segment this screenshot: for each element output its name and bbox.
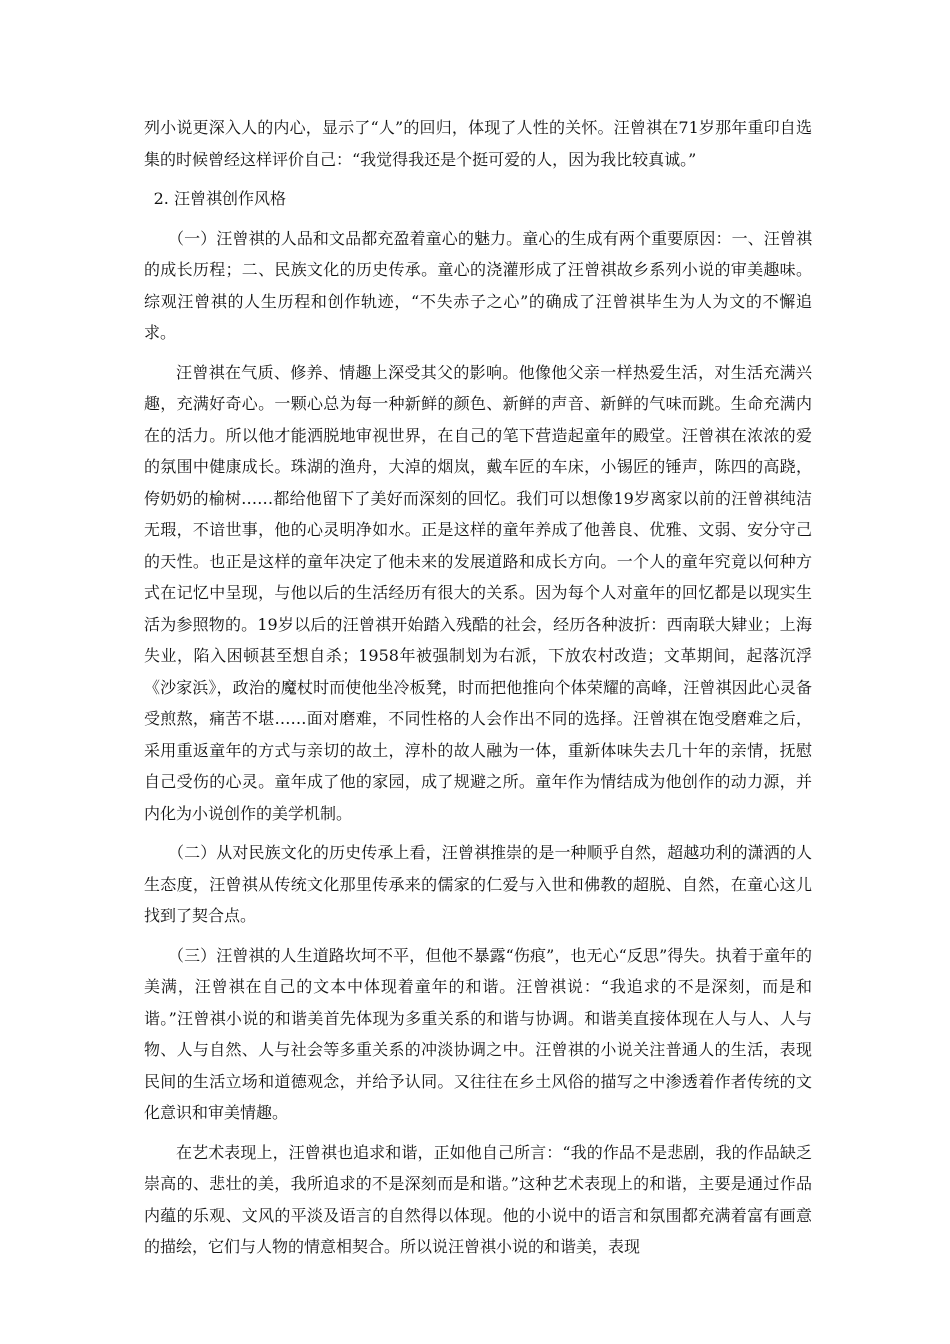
section-heading: 2. 汪曾祺创作风格: [153, 189, 286, 208]
paragraph-childlike-heart: （一）汪曾祺的人品和文品都充盈着童心的魅力。童心的生成有两个重要原因：一、汪曾祺的成长历程；二、民族文化的历史传承。童心的浇灌形成了汪曾祺故乡系列小说的审美趣味。综观汪曾祺的人生历程和创作轨迹，“不失赤子之心”的确成了汪曾祺毕生为人为文的不懈追求。: [144, 228, 812, 342]
paragraph-father-influence: 汪曾祺在气质、修养、情趣上深受其父的影响。他像他父亲一样热爱生活，对生活充满兴趣，充满好奇心。一颗心总为每一种新鲜的颜色、新鲜的声音、新鲜的气味而跳。生命充满内在的活力。所以他才能洒脱地审视世界，在自己的笔下营造起童年的殿堂。汪曾祺在浓浓的爱的氛围中健康成长。珠湖的渔舟，大淖的烟岚，戴车匠的车床，小锡匠的锤声，陈四的高跷，侉奶奶的榆树……都给他留下了美好而深刻的回忆。我们可以想像19岁离家以前的汪曾祺纯洁无瑕，不谙世事，他的心灵明净如水。正是这样的童年养成了他善良、优雅、文弱、安分守己的天性。也正是这样的童年决定了他未来的发展道路和成长方向。一个人的童年究竟以何种方式在记忆中呈现，与他以后的生活经历有很大的关系。因为每个人对童年的回忆都是以现实生活为参照物的。19岁以后的汪曾祺开始踏入残酷的社会，经历各种波折：西南联大肄业；上海失业，陷入困顿甚至想自杀；1958年被强制划为右派，下放农村改造；文革期间，起落沉浮《沙家浜》，政治的魔杖时而使他坐冷板凳，时而把他推向个体荣耀的高峰，汪曾祺因此心灵备受煎熬，痛苦不堪……面对磨难，不同性格的人会作出不同的选择。汪曾祺在饱受磨难之后，采用重返童年的方式与亲切的故土，淳朴的故人融为一体，重新体味失去几十年的亲情，抚慰自己受伤的心灵。童年成了他的家园，成了规避之所。童年作为情结成为他创作的动力源，并内化为小说创作的美学机制。: [144, 362, 812, 823]
paragraph-harmony: （三）汪曾祺的人生道路坎坷不平，但他不暴露“伤痕”，也无心“反思”得失。执着于童年的美满，汪曾祺在自己的文本中体现着童年的和谐。汪曾祺说：“我追求的不是深刻，而是和谐。”汪曾祺小说的和谐美首先体现为多重关系的和谐与协调。和谐美直接体现在人与人、人与物、人与自然、人与社会等多重关系的冲淡协调之中。汪曾祺的小说关注普通人的生活，表现民间的生活立场和道德观念，并给予认同。又往往在乡土风俗的描写之中渗透着作者传统的文化意识和审美情趣。: [144, 945, 812, 1122]
paragraph-continuation: 列小说更深入人的内心，显示了“人”的回归，体现了人性的关怀。汪曾祺在71岁那年重印自选集的时候曾经这样评价自己：“我觉得我还是个挺可爱的人，因为我比较真诚。”: [144, 118, 812, 169]
paragraph-artistic-expression: 在艺术表现上，汪曾祺也追求和谐，正如他自己所言：“我的作品不是悲剧，我的作品缺乏崇高的、悲壮的美，我所追求的不是深刻而是和谐。”这种艺术表现上的和谐，主要是通过作品内蕴的乐观、文风的平淡及语言的自然得以体现。他的小说中的语言和氛围都充满着富有画意的描绘，它们与人物的情意相契合。所以说汪曾祺小说的和谐美，表现: [144, 1142, 812, 1256]
document-page: [144, 112, 812, 1263]
paragraph-national-culture: （二）从对民族文化的历史传承上看，汪曾祺推崇的是一种顺乎自然，超越功利的潇洒的人生态度，汪曾祺从传统文化那里传承来的儒家的仁爱与入世和佛教的超脱、自然，在童心这儿找到了契合点。: [144, 843, 812, 925]
